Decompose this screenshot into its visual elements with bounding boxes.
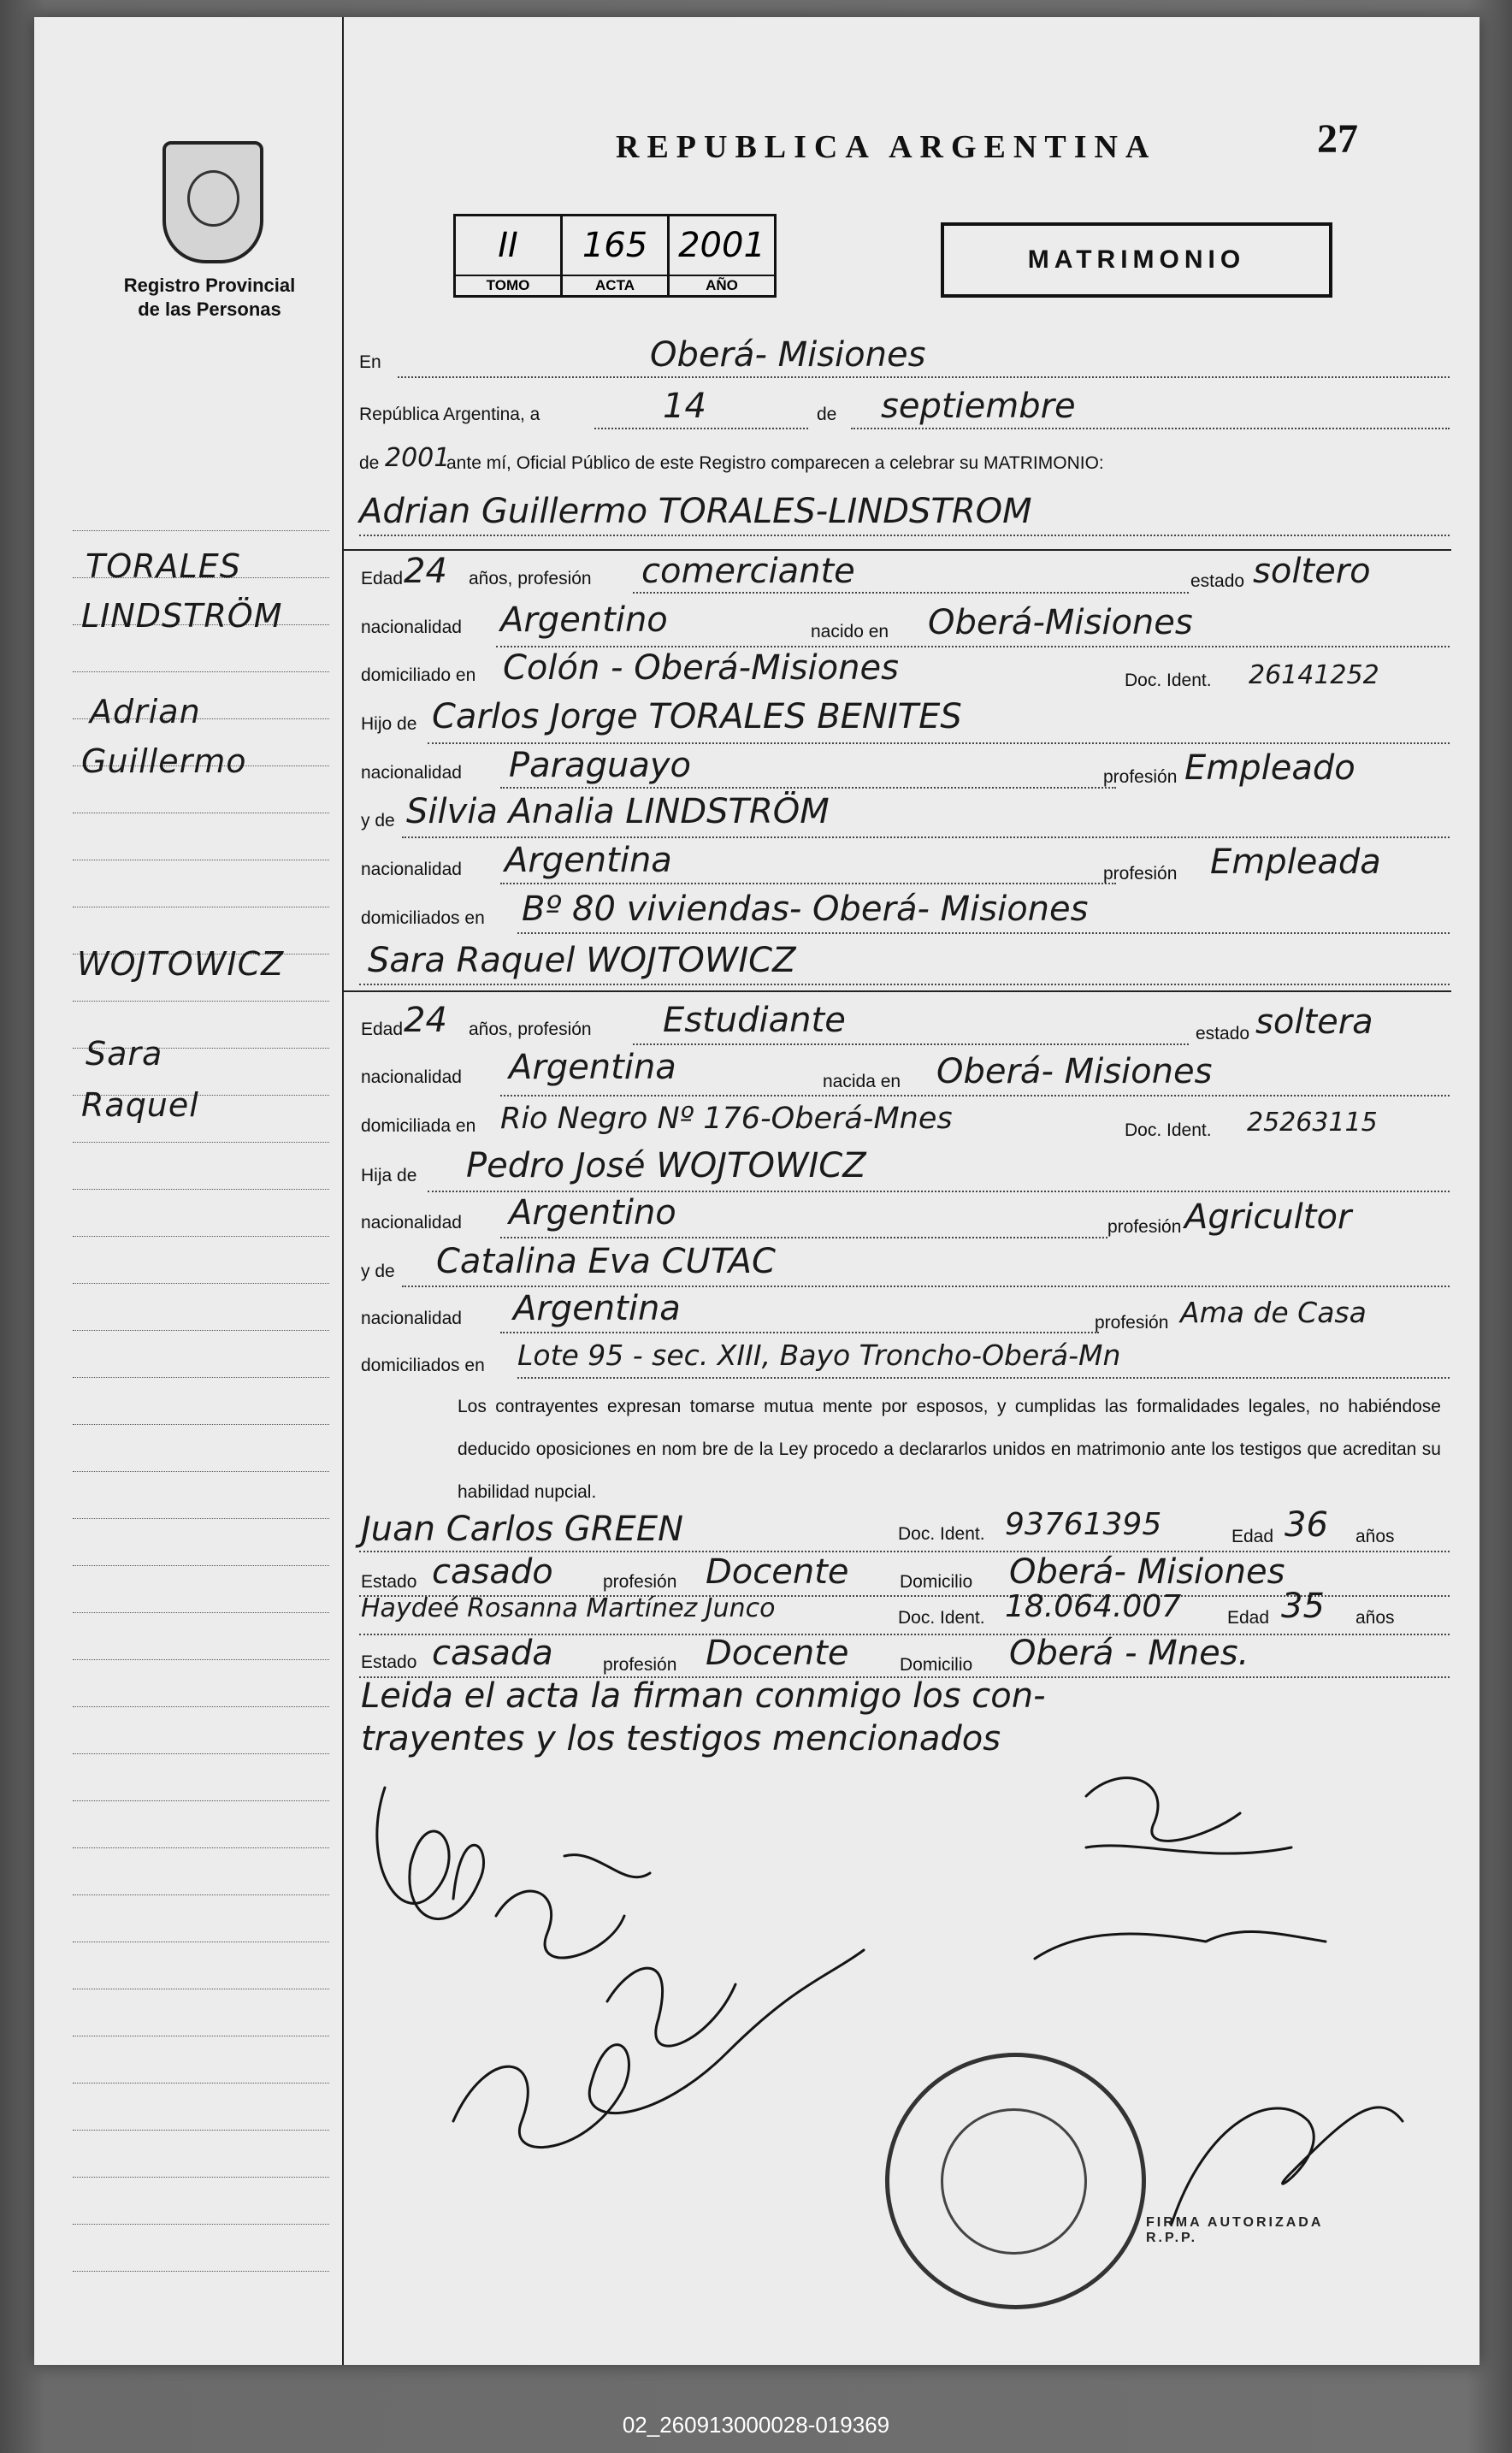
page-number: 27 (1317, 116, 1358, 162)
margin-rule (73, 1377, 329, 1378)
bride-mother-line (402, 1286, 1450, 1287)
groom-mother: Silvia Analia LINDSTRÖM (406, 792, 830, 831)
bride-domicile: Rio Negro Nº 176-Oberá-Mnes (500, 1102, 953, 1136)
witness-2-name: Haydeé Rosanna Martínez Junco (361, 1593, 776, 1623)
day-value: 14 (663, 387, 706, 426)
margin-rule (73, 1800, 329, 1801)
groom-hijo-label: Hijo de (361, 714, 417, 734)
witness-2-doc-label: Doc. Ident. (898, 1608, 985, 1628)
margin-rule (73, 1894, 329, 1895)
margin-column (34, 17, 344, 2365)
witness-2-age: 35 (1281, 1587, 1325, 1626)
bride-mother-prof-label: profesión (1095, 1313, 1169, 1333)
bride-doc: 25263115 (1247, 1108, 1378, 1138)
groom-mother-nationality: Argentina (505, 841, 672, 880)
witness-1-name: Juan Carlos GREEN (361, 1510, 684, 1549)
bride-mother-nac-line (500, 1332, 1099, 1333)
groom-father-nac-line (500, 787, 1116, 789)
margin-groom-given-2: Guillermo (81, 742, 247, 780)
acta-value: 165 (563, 216, 667, 276)
margin-rule (73, 1001, 329, 1002)
provincial-seal-icon (162, 141, 263, 263)
witness-1-age: 36 (1285, 1505, 1328, 1545)
witness-1-profession: Docente (706, 1552, 849, 1592)
groom-nac-label: nacionalidad (361, 618, 462, 637)
official-signature-top (1086, 1778, 1291, 1853)
month-line (851, 428, 1450, 429)
place-line (398, 376, 1450, 378)
bride-parents-dom-line (517, 1377, 1450, 1379)
witness-1-edad-label: Edad (1231, 1527, 1274, 1546)
bride-doc-label: Doc. Ident. (1125, 1120, 1212, 1140)
margin-bride-given-1: Sara (86, 1035, 163, 1073)
ante-text: ante mí, Oficial Público de este Registro comparecen a celebrar su MATRIMONIO: (446, 453, 1104, 473)
witness-1-doc: 93761395 (1005, 1507, 1162, 1542)
margin-rule (73, 1471, 329, 1472)
day-line (594, 428, 808, 429)
bride-profession: Estudiante (663, 1001, 846, 1040)
bride-nac-label: nacionalidad (361, 1067, 462, 1087)
bride-mother-nac-label: nacionalidad (361, 1309, 462, 1328)
bride-status: soltera (1255, 1002, 1373, 1042)
margin-groom-surname-1: TORALES (86, 547, 241, 585)
register-page (34, 17, 1480, 2365)
bride-profession-line (633, 1043, 1189, 1045)
act-type-box: MATRIMONIO (941, 222, 1332, 298)
bride-father-nac-label: nacionalidad (361, 1213, 462, 1232)
groom-divider (344, 549, 1451, 551)
groom-edad-label: Edad (361, 569, 404, 588)
groom-mother-profession: Empleada (1210, 842, 1381, 882)
registry-name: Registro Provincial de las Personas (123, 275, 296, 320)
tomo-value: II (456, 216, 560, 276)
declaration-text: Los contrayentes expresan tomarse mutua mente por esposos, y cumplidas las formalidades legales, no habiéndose deducido oposiciones en nom bre de la Ley procedo a declararlos unidos en matrimonio ante los testigos que acreditan su habilidad nupcial. (458, 1397, 1441, 1502)
margin-rule (73, 2224, 329, 2225)
margin-bride-surname: WOJTOWICZ (77, 945, 285, 983)
groom-mother-prof-label: profesión (1103, 864, 1178, 884)
margin-rule (73, 1236, 329, 1237)
bride-parents-dom-label: domiciliados en (361, 1356, 485, 1375)
margin-groom-given-1: Adrian (90, 693, 201, 730)
margin-rule (73, 1424, 329, 1425)
republica-label: República Argentina, a (359, 405, 540, 424)
margin-rule (73, 671, 329, 672)
witness-2-profession: Docente (706, 1634, 849, 1673)
margin-groom-surname-2: LINDSTRÖM (81, 597, 283, 635)
witness-2-edad-label: Edad (1227, 1608, 1270, 1628)
bride-nacida-label: nacida en (823, 1072, 901, 1091)
groom-mother-nac-label: nacionalidad (361, 860, 462, 879)
margin-rule (73, 1706, 329, 1707)
en-label: En (359, 352, 381, 372)
witness-2-dom-label: Domicilio (900, 1655, 973, 1675)
ano-label: AÑO (706, 277, 738, 293)
tomo-cell (456, 216, 563, 295)
groom-parents-dom-label: domiciliados en (361, 908, 485, 928)
margin-rule (73, 1518, 329, 1519)
groom-profession-line (633, 592, 1189, 594)
groom-doc-label: Doc. Ident. (1125, 671, 1212, 690)
de-label: de (817, 405, 837, 424)
bride-mother: Catalina Eva CUTAC (436, 1242, 776, 1281)
groom-dom-label: domiciliado en (361, 665, 476, 685)
margin-rule (73, 1189, 329, 1190)
margin-rule (73, 2083, 329, 2084)
margin-rule (73, 530, 329, 531)
registry-stamp (885, 2053, 1146, 2309)
closing-line-1: Leida el acta la firman conmigo los con- (361, 1676, 1046, 1716)
bride-dom-label: domiciliada en (361, 1116, 476, 1136)
margin-rule (73, 1612, 329, 1613)
groom-signature (377, 1788, 484, 1919)
witness-1-anos-label: años (1355, 1527, 1395, 1546)
bride-edad-label: Edad (361, 1020, 404, 1039)
groom-y-de-label: y de (361, 811, 395, 830)
groom-father-profession: Empleado (1184, 748, 1355, 788)
margin-rule (73, 1847, 329, 1848)
witness-2-anos-label: años (1355, 1608, 1395, 1628)
groom-father-nac-label: nacionalidad (361, 763, 462, 783)
place-value: Oberá- Misiones (650, 335, 926, 375)
bride-father: Pedro José WOJTOWICZ (466, 1146, 866, 1185)
bride-estado-label: estado (1196, 1024, 1250, 1043)
bride-name-line (359, 984, 1450, 985)
groom-name-line (359, 535, 1450, 536)
bride-nac-line (500, 1095, 1450, 1096)
stamp-caption: FIRMA AUTORIZADA R.P.P. (1146, 2215, 1324, 2245)
witness-signature-mid (607, 1968, 735, 2046)
witness-1-doc-label: Doc. Ident. (898, 1524, 985, 1544)
acta-cell (563, 216, 670, 295)
margin-rule (73, 1330, 329, 1331)
margin-rule (73, 1753, 329, 1754)
groom-parents-dom-line (517, 932, 1450, 934)
tomo-label: TOMO (486, 277, 530, 293)
bride-father-line (428, 1191, 1450, 1192)
margin-bride-given-2: Raquel (81, 1086, 199, 1124)
groom-father-line (428, 742, 1450, 744)
groom-nac-line (496, 646, 1450, 647)
bride-mother-nationality: Argentina (513, 1289, 681, 1328)
groom-domicile: Colón - Oberá-Misiones (503, 648, 899, 688)
acta-reference-box (453, 214, 777, 298)
month-value: septiembre (881, 387, 1076, 426)
witness-1-status: casado (432, 1552, 553, 1592)
groom-father: Carlos Jorge TORALES BENITES (432, 697, 962, 736)
bride-father-profession: Agricultor (1184, 1197, 1352, 1237)
groom-father-prof-label: profesión (1103, 767, 1178, 787)
bride-father-prof-label: profesión (1107, 1217, 1182, 1237)
bride-father-nationality: Argentino (509, 1193, 676, 1232)
footer-code: 02_260913000028-019369 (622, 2412, 890, 2438)
groom-anos-prof-label: años, profesión (469, 569, 592, 588)
groom-profession: comerciante (641, 552, 855, 591)
witness-signature-right (1035, 1931, 1326, 1959)
witness-2-estado-label: Estado (361, 1652, 417, 1672)
margin-rule (73, 1565, 329, 1566)
witness-2-domicile: Oberá - Mnes. (1009, 1634, 1249, 1673)
country-header: REPUBLICA ARGENTINA (616, 129, 1157, 165)
witness-2-doc: 18.064.007 (1005, 1589, 1182, 1624)
witness-1-dom-label: Domicilio (900, 1572, 973, 1592)
groom-status: soltero (1253, 552, 1371, 591)
ano-cell (670, 216, 774, 295)
bride-father-nac-line (500, 1237, 1107, 1238)
witness-1-domicile: Oberá- Misiones (1009, 1552, 1285, 1592)
bride-mother-profession: Ama de Casa (1180, 1296, 1367, 1329)
acta-label: ACTA (595, 277, 635, 293)
official-signature-bottom (1172, 2107, 1403, 2224)
bride-nationality: Argentina (509, 1048, 676, 1087)
witness-signature-left (453, 1950, 864, 2148)
bride-parents-domicile: Lote 95 - sec. XIII, Bayo Troncho-Oberá-Mn (517, 1339, 1121, 1372)
groom-father-nationality: Paraguayo (509, 746, 691, 785)
margin-rule (73, 2177, 329, 2178)
bride-divider (344, 990, 1451, 992)
groom-parents-domicile: Bº 80 viviendas- Oberá- Misiones (522, 890, 1089, 929)
ano-value: 2001 (670, 216, 774, 276)
de-year-label: de (359, 453, 380, 473)
groom-doc: 26141252 (1249, 660, 1379, 690)
groom-birthplace: Oberá-Misiones (928, 603, 1193, 642)
margin-rule (73, 1283, 329, 1284)
groom-nacido-label: nacido en (811, 622, 889, 641)
bride-birthplace: Oberá- Misiones (936, 1052, 1213, 1091)
bride-anos-prof-label: años, profesión (469, 1020, 592, 1039)
margin-rule (73, 2271, 329, 2272)
witness-2-status: casada (432, 1634, 553, 1673)
groom-estado-label: estado (1190, 571, 1245, 591)
groom-nationality: Argentino (500, 600, 668, 640)
bride-y-de-label: y de (361, 1262, 395, 1281)
witness-2-prof-label: profesión (603, 1655, 677, 1675)
groom-mother-nac-line (500, 883, 1116, 884)
bride-hija-label: Hija de (361, 1166, 417, 1185)
bride-age: 24 (404, 1001, 447, 1040)
margin-rule (73, 1659, 329, 1660)
year-value: 2001 (385, 443, 451, 473)
groom-mother-line (402, 836, 1450, 838)
margin-rule (73, 1142, 329, 1143)
witness-1-prof-label: profesión (603, 1572, 677, 1592)
closing-line-2: trayentes y los testigos mencionados (361, 1719, 1001, 1758)
groom-age: 24 (404, 552, 447, 591)
groom-full-name: Adrian Guillermo TORALES-LINDSTROM (359, 492, 1032, 531)
margin-rule (73, 2130, 329, 2131)
bride-full-name: Sara Raquel WOJTOWICZ (368, 941, 796, 980)
witness-1-estado-label: Estado (361, 1572, 417, 1592)
bride-signature (496, 1855, 650, 1958)
